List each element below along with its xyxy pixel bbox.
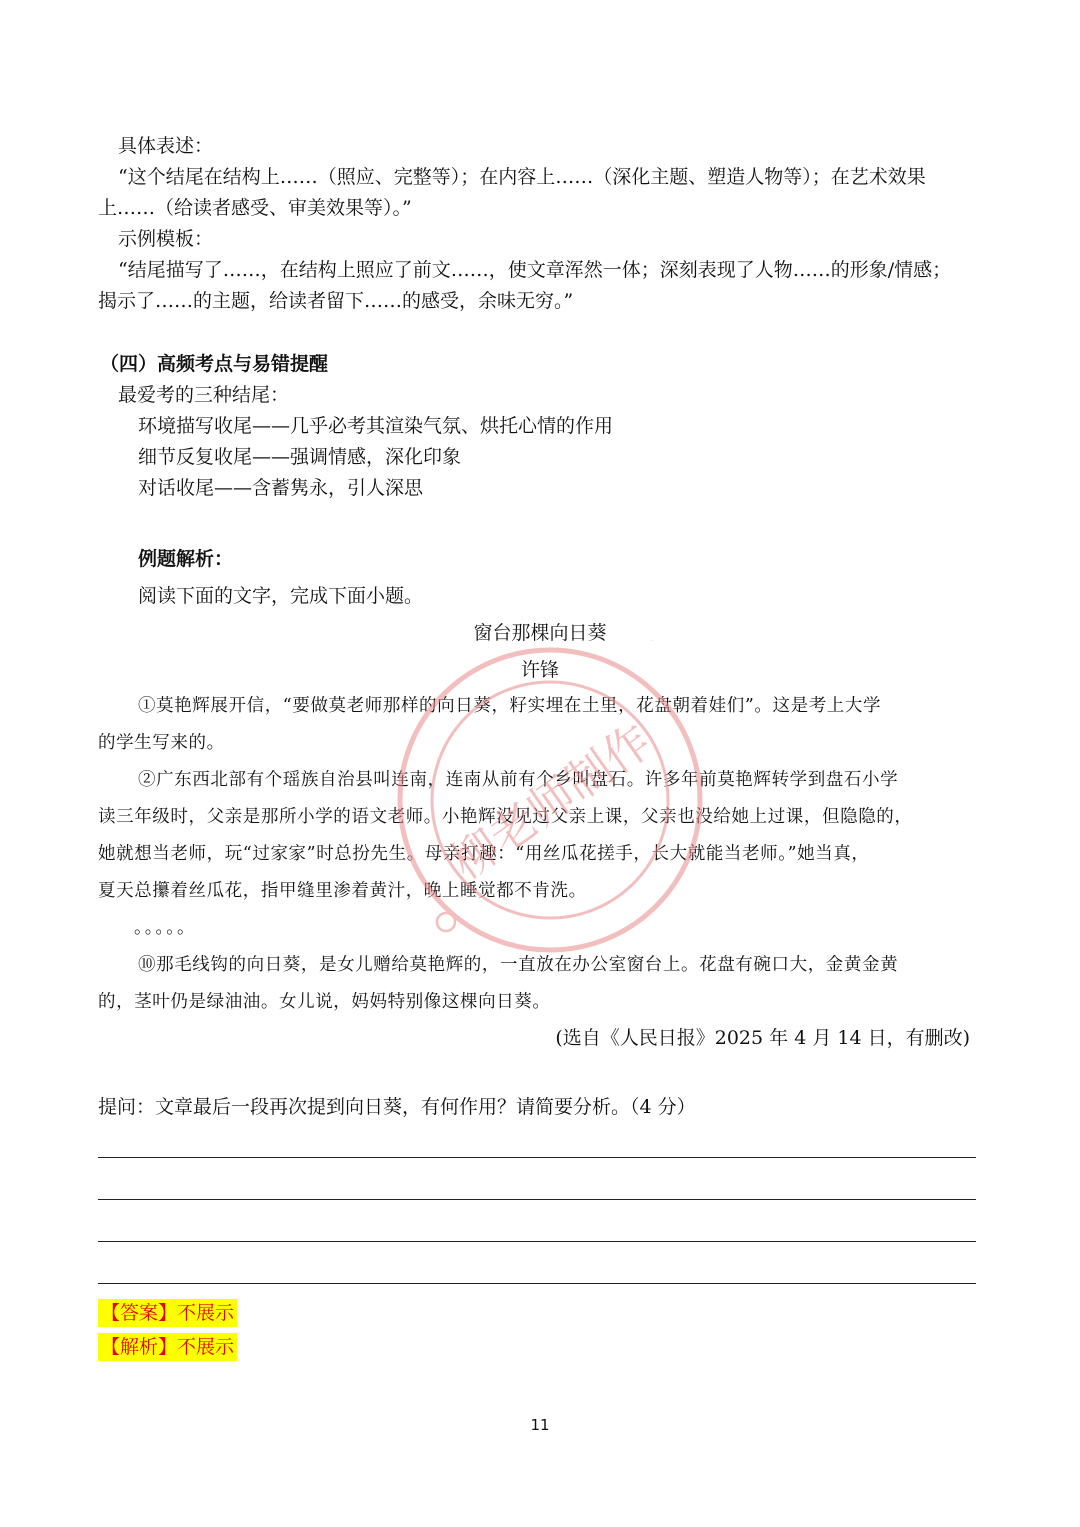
list-item: 细节反复收尾——强调情感，深化印象 [138,446,462,468]
article-paragraph-line: 她就想当老师，玩“过家家”时总扮先生。母亲打趣：“用丝瓜花搓手，长大就能当老师。”她当真， [98,844,870,864]
article-paragraph-line: 读三年级时，父亲是那所小学的语文老师。小艳辉没见过父亲上课，父亲也没给她上过课，但隐隐的， [98,807,913,827]
article-title: 窗台那棵向日葵 [473,622,607,644]
article-paragraph-line: ②广东西北部有个瑶族自治县叫连南，连南从前有个乡叫盘石。许多年前莫艳辉转学到盘石小学 [138,770,899,790]
label-expression: 具体表述： [118,135,214,157]
example-instruction: 阅读下面的文字，完成下面小题。 [138,585,424,607]
expression-line: “这个结尾在结构上……（照应、完整等）；在内容上……（深化主题、塑造人物等）；在艺术效果 [118,166,926,188]
example-heading: 例题解析： [138,548,234,570]
article-ellipsis: 。。。。。 [134,918,197,938]
watermark-text: 柳老师制作 [441,713,661,890]
expression-line: 上……（给读者感受、审美效果等）。” [98,197,412,219]
article-paragraph-line: ⑩那毛线钩的向日葵，是女儿赠给莫艳辉的，一直放在办公室窗台上。花盘有碗口大，金黄金黄 [138,955,899,975]
article-paragraph-line: 的学生写来的。 [98,733,225,753]
answer-line[interactable] [98,1241,976,1242]
answer-line[interactable] [98,1199,976,1200]
answer-tag: 【答案】不展示 [98,1299,237,1327]
answer-line[interactable] [98,1283,976,1284]
article-paragraph-line: 的，茎叶仍是绿油油。女儿说，妈妈特别像这棵向日葵。 [98,992,551,1012]
label-template: 示例模板： [118,228,214,250]
list-item: 对话收尾——含蓄隽永，引人深思 [138,477,424,499]
template-line: 揭示了……的主题，给读者留下……的感受，余味无穷。” [98,290,574,312]
article-paragraph-line: 夏天总攥着丝瓜花，指甲缝里渗着黄汁，晚上睡觉都不肯洗。 [98,881,587,901]
section-subheading: 最爱考的三种结尾： [118,384,290,406]
section-heading: （四）高频考点与易错提醒 [100,353,329,375]
watermark-stamp [390,640,710,960]
article-source: (选自《人民日报》2025 年 4 月 14 日，有删改) [555,1027,970,1049]
analysis-tag: 【解析】不展示 [98,1333,237,1361]
template-line: “结尾描写了……，在结构上照应了前文……，使文章浑然一体；深刻表现了人物……的形象/情感； [118,259,952,281]
list-item: 环境描写收尾——几乎必考其渲染气氛、烘托心情的作用 [138,415,614,437]
answer-line[interactable] [98,1157,976,1158]
page-number: 11 [530,1416,550,1434]
article-author: 许锋 [520,659,559,681]
watermark-dot-bottom [437,913,455,931]
article-paragraph-line: ①莫艳辉展开信，“要做莫老师那样的向日葵，籽实埋在土里，花盘朝着娃们”。这是考上大学 [138,696,882,716]
question-text: 提问：文章最后一段再次提到向日葵，有何作用？请简要分析。（4 分） [98,1096,696,1118]
